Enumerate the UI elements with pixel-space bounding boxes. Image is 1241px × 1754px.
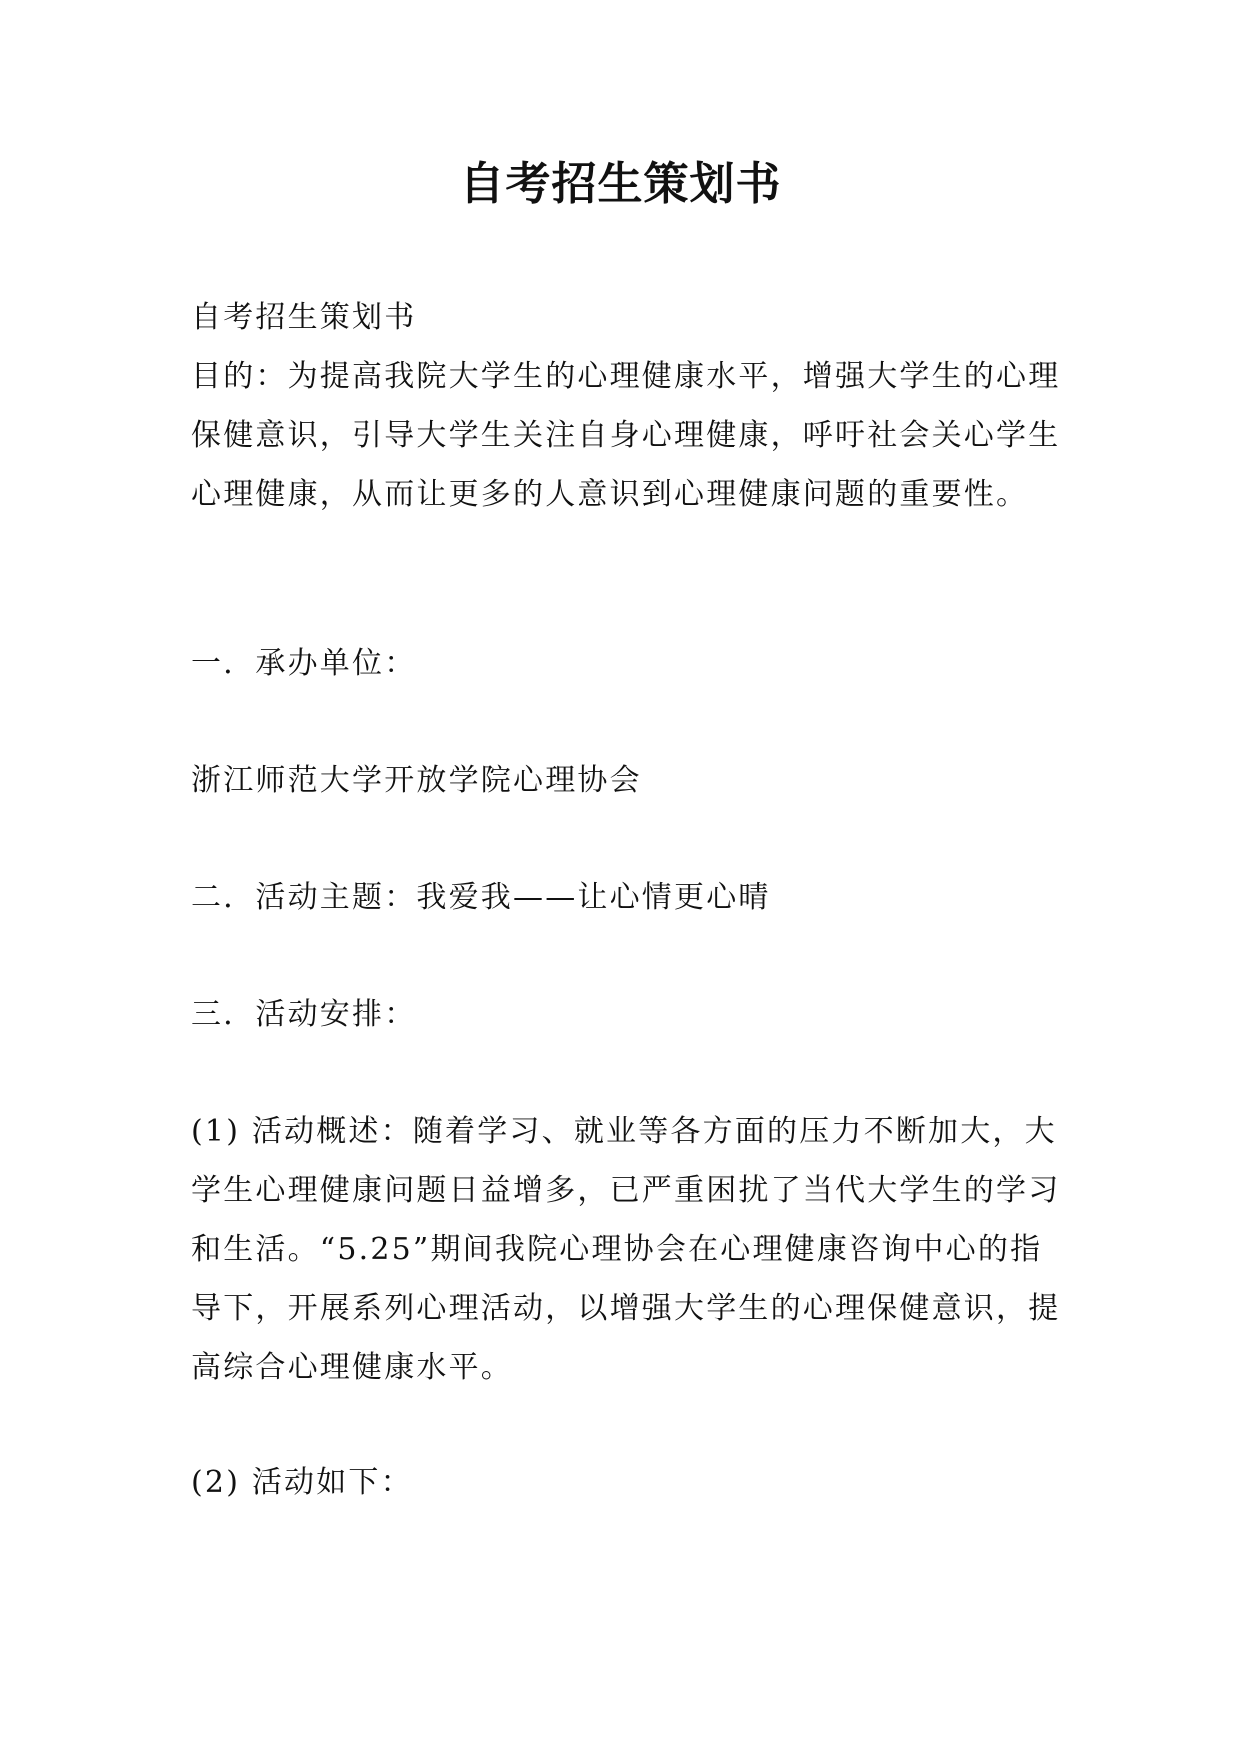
section-1-body: 浙江师范大学开放学院心理协会 bbox=[191, 763, 642, 798]
activity-overview-paragraph: (1) 活动概述：随着学习、就业等各方面的压力不断加大，大学生心理健康问题日益增多，已严重困扰了当代大学生的学习和生活。“5.25”期间我院心理协会在心理健康咨询中心的指导下，开展系列心理活动，以增强大学生的心理保健意识，提高综合心理健康水平。 bbox=[191, 1114, 1061, 1385]
document-title: 自考招生策划书 bbox=[459, 157, 782, 210]
section-1-heading: 一．承办单位： bbox=[191, 646, 417, 681]
document-subtitle: 自考招生策划书 bbox=[191, 300, 417, 335]
purpose-paragraph: 目的：为提高我院大学生的心理健康水平，增强大学生的心理保健意识，引导大学生关注自身心理健康，呼吁社会关心学生心理健康，从而让更多的人意识到心理健康问题的重要性。 bbox=[191, 359, 1061, 512]
section-2-heading: 二．活动主题：我爱我——让心情更心晴 bbox=[191, 880, 771, 915]
section-3-heading: 三．活动安排： bbox=[191, 997, 417, 1032]
activity-list-heading: (2) 活动如下： bbox=[191, 1465, 413, 1500]
